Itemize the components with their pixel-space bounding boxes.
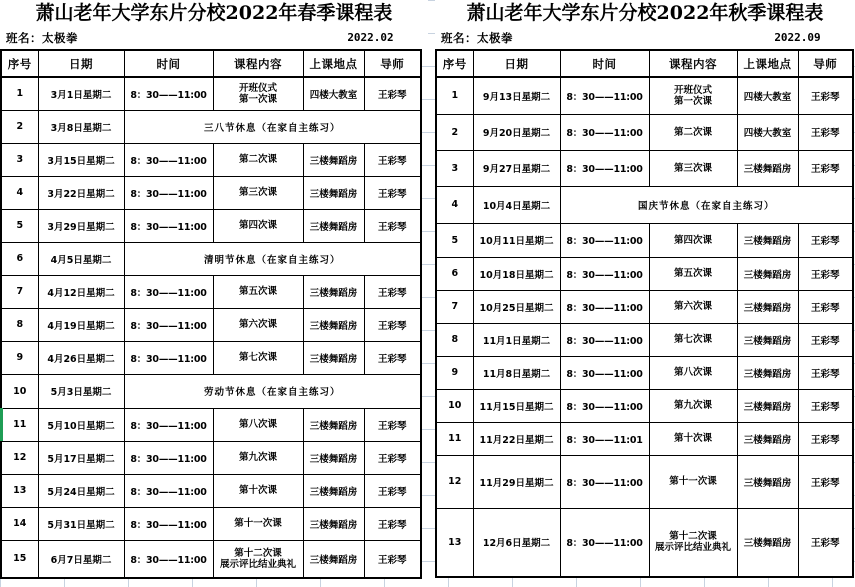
time-cell[interactable]: 8：30——11:00	[560, 257, 649, 290]
row-index-cell[interactable]: 4	[1, 176, 38, 209]
autumn-col-header-2: 时间	[560, 50, 649, 77]
teacher-cell[interactable]: 王彩琴	[364, 209, 421, 242]
row-selection-marker	[0, 408, 3, 441]
row-index-cell[interactable]: 3	[436, 150, 473, 186]
table-row[interactable]	[1, 441, 421, 474]
table-row[interactable]	[436, 508, 853, 577]
teacher-cell[interactable]: 王彩琴	[798, 77, 853, 114]
date-cell[interactable]: 5月24日星期二	[38, 474, 124, 507]
row-index-cell[interactable]: 6	[1, 242, 38, 275]
time-cell[interactable]: 8：30——11:00	[124, 77, 213, 110]
date-cell[interactable]: 5月31日星期二	[38, 507, 124, 540]
teacher-cell[interactable]: 王彩琴	[798, 290, 853, 323]
row-index-cell[interactable]: 8	[1, 308, 38, 341]
row-index-cell[interactable]: 1	[436, 77, 473, 114]
date-cell[interactable]: 3月29日星期二	[38, 209, 124, 242]
room-cell[interactable]: 三楼舞蹈房	[303, 209, 364, 242]
teacher-cell[interactable]: 王彩琴	[364, 275, 421, 308]
subject-cell[interactable]: 第六次课	[213, 308, 303, 341]
subject-cell[interactable]: 第八次课	[649, 356, 737, 389]
date-cell[interactable]: 4月5日星期二	[38, 242, 124, 275]
spring-class-name: 班名：太极拳	[6, 31, 78, 45]
date-cell[interactable]: 11月15日星期二	[473, 389, 560, 422]
subject-cell[interactable]: 第四次课	[213, 209, 303, 242]
subject-cell[interactable]: 第六次课	[649, 290, 737, 323]
subject-cell[interactable]: 开班仪式 第一次课	[649, 77, 737, 114]
row-index-cell[interactable]: 2	[1, 110, 38, 143]
table-row[interactable]	[436, 114, 853, 150]
row-index-cell[interactable]: 1	[1, 77, 38, 110]
table-row[interactable]	[1, 341, 421, 374]
time-cell[interactable]: 8：30——11:00	[124, 341, 213, 374]
table-row[interactable]	[436, 223, 853, 257]
row-index-cell[interactable]: 14	[1, 507, 38, 540]
row-index-cell[interactable]: 15	[1, 540, 38, 578]
row-index-cell[interactable]: 12	[436, 455, 473, 508]
date-cell[interactable]: 10月4日星期二	[473, 186, 560, 223]
row-index-cell[interactable]: 11	[1, 408, 38, 441]
time-cell[interactable]: 8：30——11:00	[124, 209, 213, 242]
room-cell[interactable]: 三楼舞蹈房	[737, 290, 798, 323]
time-cell[interactable]: 8：30——11:00	[124, 176, 213, 209]
table-row[interactable]	[1, 308, 421, 341]
room-cell[interactable]: 四楼大教室	[737, 114, 798, 150]
subject-cell[interactable]: 第十一次课	[649, 455, 737, 508]
table-row[interactable]	[1, 374, 421, 408]
room-cell[interactable]: 四楼大教室	[737, 77, 798, 114]
date-cell[interactable]: 12月6日星期二	[473, 508, 560, 577]
holiday-notice-cell[interactable]: 劳动节休息（在家自主练习）	[124, 374, 421, 408]
subject-cell[interactable]: 第四次课	[649, 223, 737, 257]
row-index-cell[interactable]: 13	[1, 474, 38, 507]
subject-cell[interactable]: 开班仪式 第一次课	[213, 77, 303, 110]
time-cell[interactable]: 8：30——11:00	[560, 114, 649, 150]
time-cell[interactable]: 8：30——11:00	[560, 223, 649, 257]
date-cell[interactable]: 9月20日星期二	[473, 114, 560, 150]
row-index-cell[interactable]: 11	[436, 422, 473, 455]
row-index-cell[interactable]: 5	[1, 209, 38, 242]
room-cell[interactable]: 三楼舞蹈房	[303, 441, 364, 474]
table-row[interactable]	[436, 323, 853, 356]
table-row[interactable]	[1, 408, 421, 441]
autumn-subheader-spacer	[513, 27, 740, 49]
spring-col-header-5: 导师	[364, 50, 421, 77]
autumn-schedule-table	[435, 49, 854, 578]
table-row[interactable]	[436, 257, 853, 290]
date-cell[interactable]: 4月19日星期二	[38, 308, 124, 341]
date-cell[interactable]: 4月12日星期二	[38, 275, 124, 308]
room-cell[interactable]: 三楼舞蹈房	[737, 422, 798, 455]
date-cell[interactable]: 5月10日星期二	[38, 408, 124, 441]
spring-col-header-0: 序号	[1, 50, 38, 77]
room-cell[interactable]: 三楼舞蹈房	[303, 143, 364, 176]
time-cell[interactable]: 8：30——11:00	[560, 455, 649, 508]
time-cell[interactable]: 8：30——11:00	[560, 508, 649, 577]
subject-cell[interactable]: 第十二次课 展示评比结业典礼	[649, 508, 737, 577]
date-cell[interactable]: 10月11日星期二	[473, 223, 560, 257]
teacher-cell[interactable]: 王彩琴	[364, 143, 421, 176]
date-cell[interactable]: 10月18日星期二	[473, 257, 560, 290]
subject-cell[interactable]: 第八次课	[213, 408, 303, 441]
time-cell[interactable]: 8：30——11:00	[560, 389, 649, 422]
autumn-class-name: 班名：太极拳	[441, 31, 513, 45]
subject-cell[interactable]: 第十次课	[213, 474, 303, 507]
teacher-cell[interactable]: 王彩琴	[364, 341, 421, 374]
table-row[interactable]	[436, 389, 853, 422]
date-cell[interactable]: 3月1日星期二	[38, 77, 124, 110]
row-index-cell[interactable]: 7	[436, 290, 473, 323]
date-cell[interactable]: 5月3日星期二	[38, 374, 124, 408]
date-cell[interactable]: 9月27日星期二	[473, 150, 560, 186]
time-cell[interactable]: 8：30——11:00	[124, 507, 213, 540]
date-cell[interactable]: 10月25日星期二	[473, 290, 560, 323]
table-row[interactable]	[1, 176, 421, 209]
teacher-cell[interactable]: 王彩琴	[798, 257, 853, 290]
autumn-col-header-3: 课程内容	[649, 50, 737, 77]
teacher-cell[interactable]: 王彩琴	[798, 323, 853, 356]
date-cell[interactable]: 4月26日星期二	[38, 341, 124, 374]
teacher-cell[interactable]: 王彩琴	[798, 422, 853, 455]
room-cell[interactable]: 四楼大教室	[303, 77, 364, 110]
table-row[interactable]	[1, 242, 421, 275]
table-row[interactable]	[436, 186, 853, 223]
teacher-cell[interactable]: 王彩琴	[364, 540, 421, 578]
table-row[interactable]	[436, 290, 853, 323]
room-cell[interactable]: 三楼舞蹈房	[737, 508, 798, 577]
date-cell[interactable]: 11月22日星期二	[473, 422, 560, 455]
table-row[interactable]	[1, 540, 421, 578]
spring-col-header-2: 时间	[124, 50, 213, 77]
teacher-cell[interactable]: 王彩琴	[364, 408, 421, 441]
teacher-cell[interactable]: 王彩琴	[798, 455, 853, 508]
teacher-cell[interactable]: 王彩琴	[798, 508, 853, 577]
room-cell[interactable]: 三楼舞蹈房	[303, 308, 364, 341]
teacher-cell[interactable]: 王彩琴	[364, 77, 421, 110]
subject-cell[interactable]: 第三次课	[649, 150, 737, 186]
autumn-table-body	[436, 77, 853, 577]
time-cell[interactable]: 8：30——11:00	[124, 275, 213, 308]
row-index-cell[interactable]: 2	[436, 114, 473, 150]
autumn-schedule-panel	[435, 0, 855, 587]
teacher-cell[interactable]: 王彩琴	[798, 114, 853, 150]
spring-col-header-3: 课程内容	[213, 50, 303, 77]
time-cell[interactable]: 8：30——11:00	[560, 77, 649, 114]
teacher-cell[interactable]: 王彩琴	[798, 223, 853, 257]
room-cell[interactable]: 三楼舞蹈房	[303, 540, 364, 578]
autumn-col-header-4: 上课地点	[737, 50, 798, 77]
room-cell[interactable]: 三楼舞蹈房	[303, 474, 364, 507]
room-cell[interactable]: 三楼舞蹈房	[303, 275, 364, 308]
row-index-cell[interactable]: 12	[1, 441, 38, 474]
row-index-cell[interactable]: 7	[1, 275, 38, 308]
subject-cell[interactable]: 第十次课	[649, 422, 737, 455]
room-cell[interactable]: 三楼舞蹈房	[303, 341, 364, 374]
spring-subheader-spacer	[78, 27, 313, 49]
room-cell[interactable]: 三楼舞蹈房	[737, 356, 798, 389]
table-row[interactable]	[1, 474, 421, 507]
autumn-col-header-1: 日期	[473, 50, 560, 77]
time-cell[interactable]: 8：30——11:00	[124, 143, 213, 176]
row-index-cell[interactable]: 9	[1, 341, 38, 374]
table-row[interactable]	[436, 455, 853, 508]
subject-cell[interactable]: 第七次课	[213, 341, 303, 374]
spring-term: 2022.02	[347, 31, 394, 44]
room-cell[interactable]: 三楼舞蹈房	[737, 389, 798, 422]
room-cell[interactable]: 三楼舞蹈房	[737, 150, 798, 186]
autumn-col-header-0: 序号	[436, 50, 473, 77]
spring-col-header-4: 上课地点	[303, 50, 364, 77]
holiday-notice-cell[interactable]: 清明节休息（在家自主练习）	[124, 242, 421, 275]
date-cell[interactable]: 3月15日星期二	[38, 143, 124, 176]
holiday-notice-cell[interactable]: 国庆节休息（在家自主练习）	[560, 186, 853, 223]
room-cell[interactable]: 三楼舞蹈房	[737, 223, 798, 257]
time-cell[interactable]: 8：30——11:00	[560, 323, 649, 356]
table-row[interactable]	[436, 77, 853, 114]
table-row[interactable]	[1, 110, 421, 143]
room-cell[interactable]: 三楼舞蹈房	[737, 455, 798, 508]
teacher-cell[interactable]: 王彩琴	[364, 176, 421, 209]
table-row[interactable]	[1, 143, 421, 176]
time-cell[interactable]: 8：30——11:00	[124, 540, 213, 578]
subject-cell[interactable]: 第十二次课 展示评比结业典礼	[213, 540, 303, 578]
table-row[interactable]	[1, 209, 421, 242]
teacher-cell[interactable]: 王彩琴	[364, 308, 421, 341]
autumn-term: 2022.09	[774, 31, 821, 44]
row-index-cell[interactable]: 3	[1, 143, 38, 176]
spring-title: 萧山老年大学东片分校2022年春季课程表	[0, 0, 428, 27]
row-index-cell[interactable]: 10	[436, 389, 473, 422]
autumn-subheader	[435, 27, 855, 49]
spring-subheader	[0, 27, 428, 49]
room-cell[interactable]: 三楼舞蹈房	[737, 323, 798, 356]
date-cell[interactable]: 3月22日星期二	[38, 176, 124, 209]
date-cell[interactable]: 11月8日星期二	[473, 356, 560, 389]
table-row[interactable]	[436, 150, 853, 186]
subject-cell[interactable]: 第五次课	[213, 275, 303, 308]
time-cell[interactable]: 8：30——11:00	[560, 150, 649, 186]
subject-cell[interactable]: 第七次课	[649, 323, 737, 356]
room-cell[interactable]: 三楼舞蹈房	[303, 176, 364, 209]
subject-cell[interactable]: 第九次课	[213, 441, 303, 474]
time-cell[interactable]: 8：30——11:00	[124, 441, 213, 474]
date-cell[interactable]: 5月17日星期二	[38, 441, 124, 474]
autumn-table-header-row	[436, 50, 853, 77]
date-cell[interactable]: 3月8日星期二	[38, 110, 124, 143]
time-cell[interactable]: 8：30——11:00	[560, 356, 649, 389]
time-cell[interactable]: 8：30——11:01	[560, 422, 649, 455]
spring-table-body	[1, 77, 421, 578]
subject-cell[interactable]: 第十一次课	[213, 507, 303, 540]
row-index-cell[interactable]: 9	[436, 356, 473, 389]
subject-cell[interactable]: 第五次课	[649, 257, 737, 290]
subject-cell[interactable]: 第三次课	[213, 176, 303, 209]
room-cell[interactable]: 三楼舞蹈房	[303, 408, 364, 441]
time-cell[interactable]: 8：30——11:00	[560, 290, 649, 323]
spring-col-header-1: 日期	[38, 50, 124, 77]
table-row[interactable]	[436, 356, 853, 389]
subject-cell[interactable]: 第二次课	[649, 114, 737, 150]
panel-gutter	[428, 0, 435, 587]
autumn-col-header-5: 导师	[798, 50, 853, 77]
autumn-title: 萧山老年大学东片分校2022年秋季课程表	[435, 0, 855, 27]
teacher-cell[interactable]: 王彩琴	[364, 507, 421, 540]
time-cell[interactable]: 8：30——11:00	[124, 474, 213, 507]
teacher-cell[interactable]: 王彩琴	[798, 150, 853, 186]
teacher-cell[interactable]: 王彩琴	[364, 441, 421, 474]
row-index-cell[interactable]: 8	[436, 323, 473, 356]
table-row[interactable]	[436, 422, 853, 455]
teacher-cell[interactable]: 王彩琴	[364, 474, 421, 507]
row-index-cell[interactable]: 10	[1, 374, 38, 408]
teacher-cell[interactable]: 王彩琴	[798, 356, 853, 389]
teacher-cell[interactable]: 王彩琴	[798, 389, 853, 422]
table-row[interactable]	[1, 507, 421, 540]
table-row[interactable]	[1, 275, 421, 308]
subject-cell[interactable]: 第二次课	[213, 143, 303, 176]
row-index-cell[interactable]: 6	[436, 257, 473, 290]
spring-schedule-table	[0, 49, 422, 579]
subject-cell[interactable]: 第九次课	[649, 389, 737, 422]
holiday-notice-cell[interactable]: 三八节休息（在家自主练习）	[124, 110, 421, 143]
time-cell[interactable]: 8：30——11:00	[124, 308, 213, 341]
time-cell[interactable]: 8：30——11:00	[124, 408, 213, 441]
room-cell[interactable]: 三楼舞蹈房	[737, 257, 798, 290]
row-index-cell[interactable]: 13	[436, 508, 473, 577]
table-row[interactable]	[1, 77, 421, 110]
spring-table-header-row	[1, 50, 421, 77]
date-cell[interactable]: 9月13日星期二	[473, 77, 560, 114]
date-cell[interactable]: 11月1日星期二	[473, 323, 560, 356]
row-index-cell[interactable]: 4	[436, 186, 473, 223]
date-cell[interactable]: 6月7日星期二	[38, 540, 124, 578]
row-index-cell[interactable]: 5	[436, 223, 473, 257]
date-cell[interactable]: 11月29日星期二	[473, 455, 560, 508]
room-cell[interactable]: 三楼舞蹈房	[303, 507, 364, 540]
